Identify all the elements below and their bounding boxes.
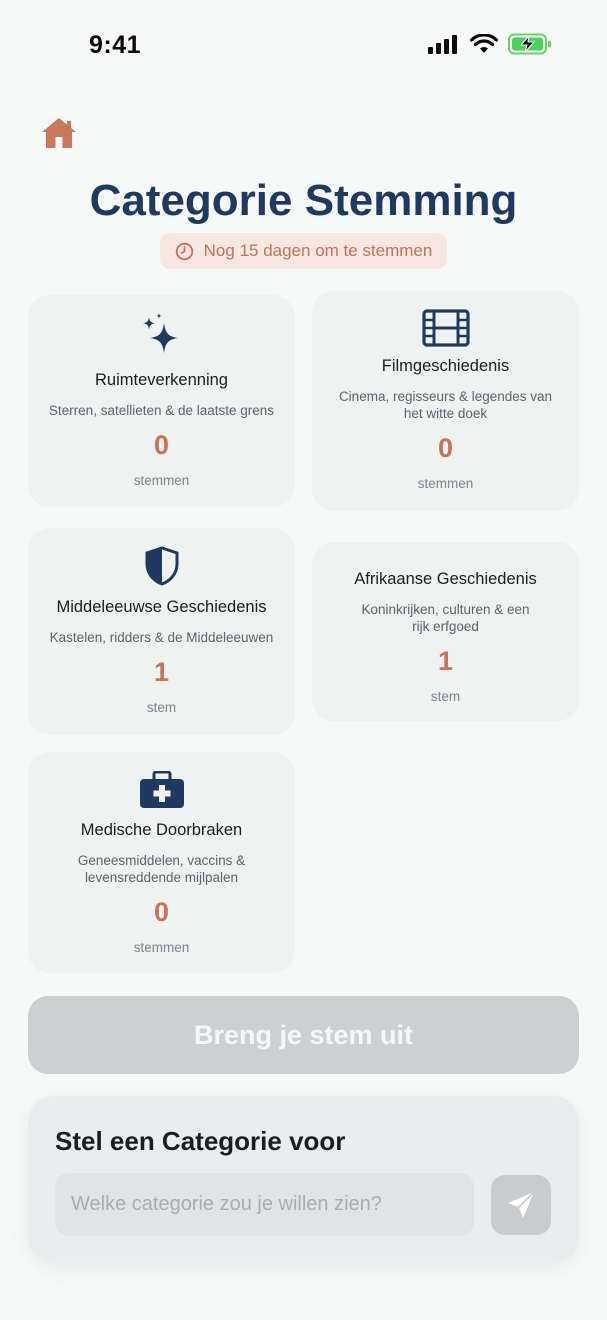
- cellular-signal-icon: [428, 34, 460, 54]
- vote-count: 0: [153, 430, 170, 460]
- home-icon: [40, 115, 78, 151]
- vote-unit: stemmen: [417, 476, 474, 491]
- category-card-medische-doorbraken[interactable]: [28, 752, 295, 973]
- category-title: Middeleeuwse Geschiedenis: [56, 598, 267, 616]
- wifi-icon: [470, 34, 498, 54]
- vote-unit: stem: [146, 700, 177, 715]
- description-line: het witte doek: [403, 406, 488, 421]
- suggest-category-input[interactable]: [55, 1173, 474, 1236]
- category-card-filmgeschiedenis[interactable]: [312, 291, 579, 511]
- category-title: Ruimteverkenning: [95, 371, 228, 389]
- status-icons: [428, 33, 552, 55]
- description-line: Geneesmiddelen, vaccins &: [77, 853, 246, 868]
- film-icon: [422, 309, 470, 347]
- category-title: Medische Doorbraken: [80, 821, 243, 839]
- category-title: Filmgeschiedenis: [381, 357, 510, 375]
- status-time: 9:41: [89, 31, 142, 59]
- description-line: Cinema, regisseurs & legendes van: [338, 389, 553, 404]
- vote-unit: stemmen: [133, 940, 190, 955]
- suggest-category-panel: [28, 1096, 579, 1263]
- category-description: [28, 402, 295, 419]
- home-button[interactable]: [40, 115, 78, 151]
- vote-count: 0: [153, 897, 170, 927]
- description-line: Koninkrijken, culturen & een: [361, 602, 530, 617]
- send-suggestion-button[interactable]: [491, 1175, 551, 1235]
- vote-count: 1: [153, 657, 170, 687]
- category-description: [28, 852, 295, 886]
- page-title: Categorie Stemming: [89, 176, 518, 225]
- category-card-afrikaanse-geschiedenis[interactable]: [312, 542, 579, 721]
- suggest-title: Stel een Categorie voor: [55, 1126, 346, 1156]
- description-line: Sterren, satellieten & de laatste grens: [48, 403, 275, 418]
- category-title: Afrikaanse Geschiedenis: [354, 570, 537, 588]
- status-bar: [0, 0, 607, 90]
- vote-unit: stemmen: [133, 473, 190, 488]
- deadline-text: Nog 15 dagen om te stemmen: [203, 241, 433, 260]
- shield-icon: [144, 546, 180, 586]
- clock-icon: [175, 242, 194, 261]
- category-description: [28, 629, 295, 646]
- vote-count: 1: [437, 646, 454, 676]
- description-line: rijk erfgoed: [412, 619, 479, 634]
- sparkles-icon: [140, 313, 184, 359]
- description-line: levensreddende mijlpalen: [84, 870, 239, 885]
- vote-unit: stem: [430, 689, 461, 704]
- battery-charging-icon: [508, 33, 552, 55]
- submit-vote-button[interactable]: Breng je stem uit: [28, 996, 579, 1074]
- category-card-ruimteverkenning[interactable]: [28, 295, 295, 507]
- category-card-middeleeuwse-geschiedenis[interactable]: [28, 528, 295, 735]
- medical-kit-icon: [139, 771, 185, 809]
- send-icon: [506, 1190, 536, 1220]
- description-line: Kastelen, ridders & de Middeleeuwen: [49, 630, 274, 645]
- vote-count: 0: [437, 433, 454, 463]
- deadline-badge: [160, 233, 447, 269]
- category-description: [312, 601, 579, 635]
- category-description: [312, 388, 579, 422]
